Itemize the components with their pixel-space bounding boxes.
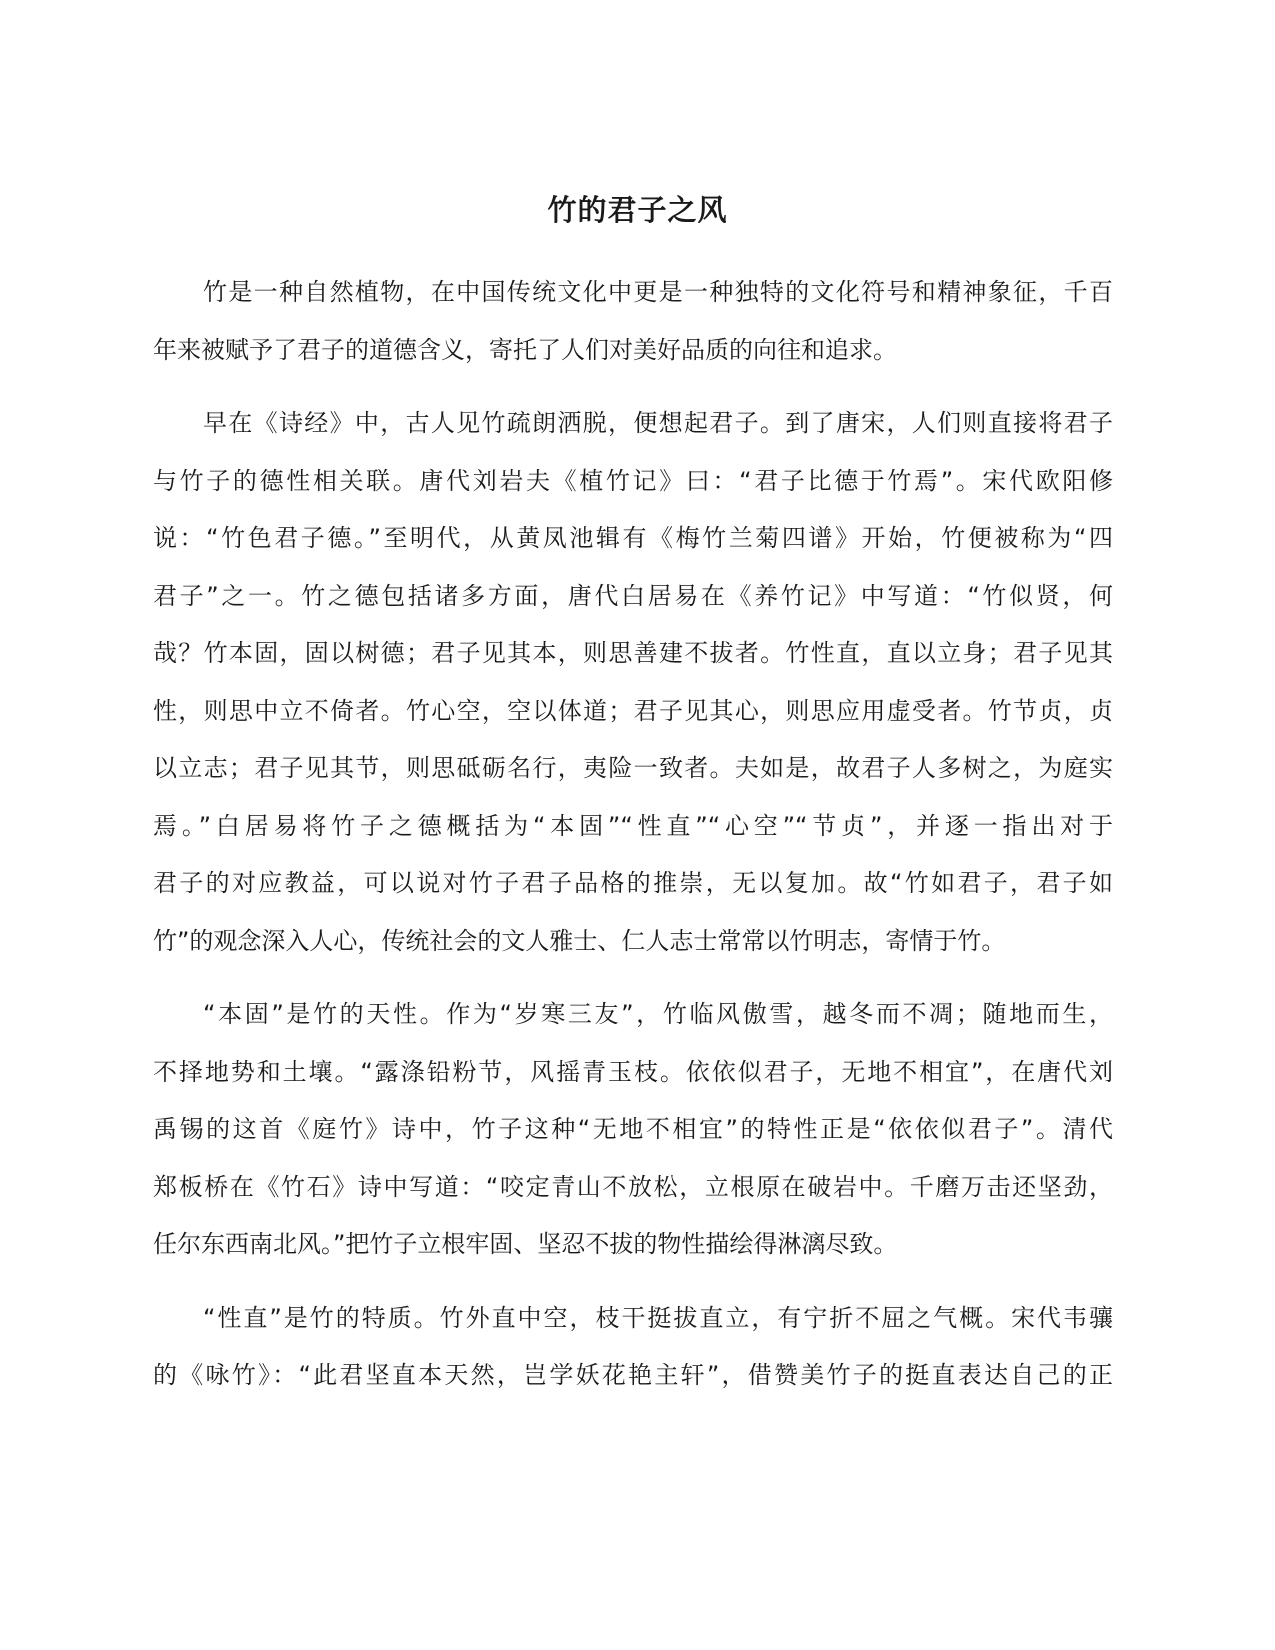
paragraph-line: 任尔东西南北风。”把竹子立根牢固、坚忍不拔的物性描绘得淋漓尽致。 <box>153 1230 898 1258</box>
paragraph-line: 与竹子的德性相关联。唐代刘岩夫《植竹记》曰：“君子比德于竹焉”。宋代欧阳修 <box>153 466 1113 495</box>
paragraph-line: 竹是一种自然植物，在中国传统文化中更是一种独特的文化符号和精神象征，千百 <box>203 278 1113 306</box>
paragraph-line: 哉？竹本固，固以树德；君子见其本，则思善建不拔者。竹性直，直以立身；君子见其 <box>153 639 1113 667</box>
paragraph-2 <box>153 395 1113 970</box>
paragraph-line: “本固”是竹的天性。作为“岁寒三友”，竹临风傲雪，越冬而不凋；随地而生， <box>203 1000 1113 1028</box>
paragraph-4 <box>153 1290 1113 1405</box>
paragraph-line: 竹”的观念深入人心，传统社会的文人雅士、仁人志士常常以竹明志，寄情于竹。 <box>153 926 1006 955</box>
paragraph-line: 年来被赋予了君子的道德含义，寄托了人们对美好品质的向往和追求。 <box>153 335 897 364</box>
paragraph-line: 焉。”白居易将竹子之德概括为“本固”“性直”“心空”“节贞”，并逐一指出对于 <box>153 811 1113 840</box>
paragraph-line: 说：“竹色君子德。”至明代，从黄凤池辑有《梅竹兰菊四谱》开始，竹便被称为“四 <box>153 524 1113 552</box>
paragraph-line: 君子的对应教益，可以说对竹子君子品格的推崇，无以复加。故“竹如君子，君子如 <box>153 869 1113 897</box>
paragraph-line: 的《咏竹》：“此君坚直本天然，岂学妖花艳主轩”，借赞美竹子的挺直表达自己的正 <box>153 1361 1113 1389</box>
paragraph-line: 不择地势和土壤。“露涤铅粉节，风摇青玉枝。依依似君子，无地不相宜”，在唐代刘 <box>153 1057 1113 1086</box>
paragraph-line: 以立志；君子见其节，则思砥砺名行，夷险一致者。夫如是，故君子人多树之，为庭实 <box>153 754 1113 782</box>
paragraph-line: 性，则思中立不倚者。竹心空，空以体道；君子见其心，则思应用虚受者。竹节贞，贞 <box>153 696 1113 725</box>
paragraph-line: 早在《诗经》中，古人见竹疏朗洒脱，便想起君子。到了唐宋，人们则直接将君子 <box>203 409 1113 437</box>
paragraph-line: 君子”之一。竹之德包括诸多方面，唐代白居易在《养竹记》中写道：“竹似贤，何 <box>153 581 1113 610</box>
paragraph-1 <box>153 264 1113 379</box>
document-title: 竹的君子之风 <box>547 193 728 227</box>
paragraph-line: “性直”是竹的特质。竹外直中空，枝干挺拔直立，有宁折不屈之气概。宋代韦骧 <box>203 1303 1113 1332</box>
paragraph-line: 禹锡的这首《庭竹》诗中，竹子这种“无地不相宜”的特性正是“依依似君子”。清代 <box>153 1115 1113 1143</box>
document-body <box>153 264 1113 1421</box>
paragraph-line: 郑板桥在《竹石》诗中写道：“咬定青山不放松，立根原在破岩中。千磨万击还坚劲， <box>153 1172 1113 1201</box>
paragraph-3 <box>153 986 1113 1274</box>
